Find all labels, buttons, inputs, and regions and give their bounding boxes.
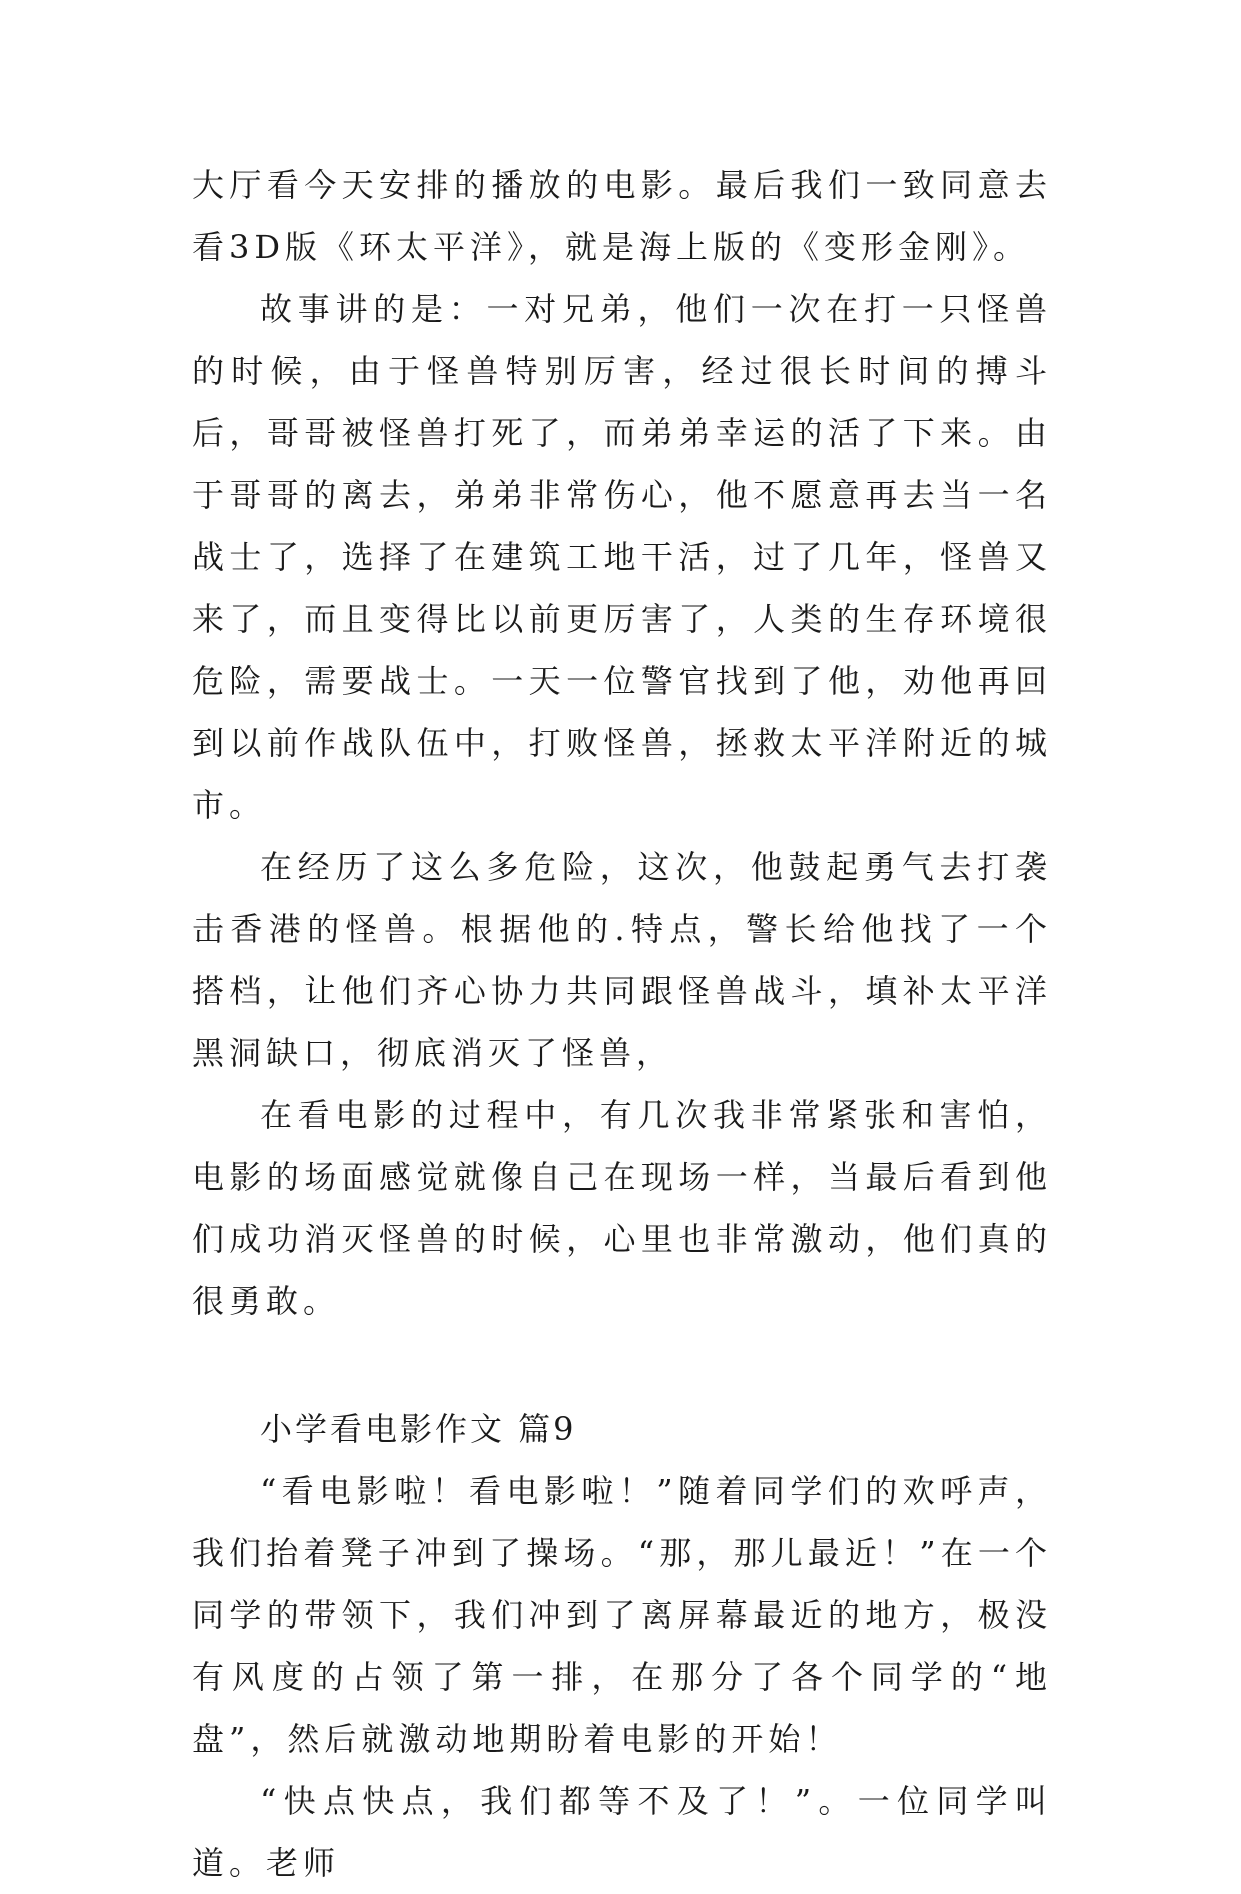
paragraph-waiting: “快点快点，我们都等不及了！”。一位同学叫道。老师 <box>192 1782 1052 1882</box>
paragraph-feelings: 在看电影的过程中，有几次我非常紧张和害怕，电影的场面感觉就像自己在现场一样，当最后看到他们成功消灭怪兽的时候，心里也非常激动，他们真的很勇敢。 <box>192 1096 1052 1320</box>
document-body <box>192 154 1052 1894</box>
paragraph-continuation: 大厅看今天安排的播放的电影。最后我们一致同意去看3D版《环太平洋》，就是海上版的《变形金刚》。 <box>192 166 1052 266</box>
paragraph-battle: 在经历了这么多危险，这次，他鼓起勇气去打袭击香港的怪兽。根据他的.特点，警长给他找了一个搭档，让他们齐心协力共同跟怪兽战斗，填补太平洋黑洞缺口，彻底消灭了怪兽， <box>192 848 1052 1072</box>
paragraph-story: 故事讲的是：一对兄弟，他们一次在打一只怪兽的时候，由于怪兽特别厉害，经过很长时间的搏斗后，哥哥被怪兽打死了，而弟弟幸运的活了下来。由于哥哥的离去，弟弟非常伤心，他不愿意再去当一名战士了，选择了在建筑工地干活，过了几年，怪兽又来了，而且变得比以前更厉害了，人类的生存环境很危险，需要战士。一天一位警官找到了他，劝他再回到以前作战队伍中，打败怪兽，拯救太平洋附近的城市。 <box>192 290 1052 824</box>
section-heading: 小学看电影作文 篇9 <box>260 1410 577 1448</box>
paragraph-cheering: “看电影啦！看电影啦！”随着同学们的欢呼声，我们抬着凳子冲到了操场。“那，那儿最近！”在一个同学的带领下，我们冲到了离屏幕最近的地方，极没有风度的占领了第一排，在那分了各个同学的“地盘”，然后就激动地期盼着电影的开始！ <box>192 1472 1052 1758</box>
